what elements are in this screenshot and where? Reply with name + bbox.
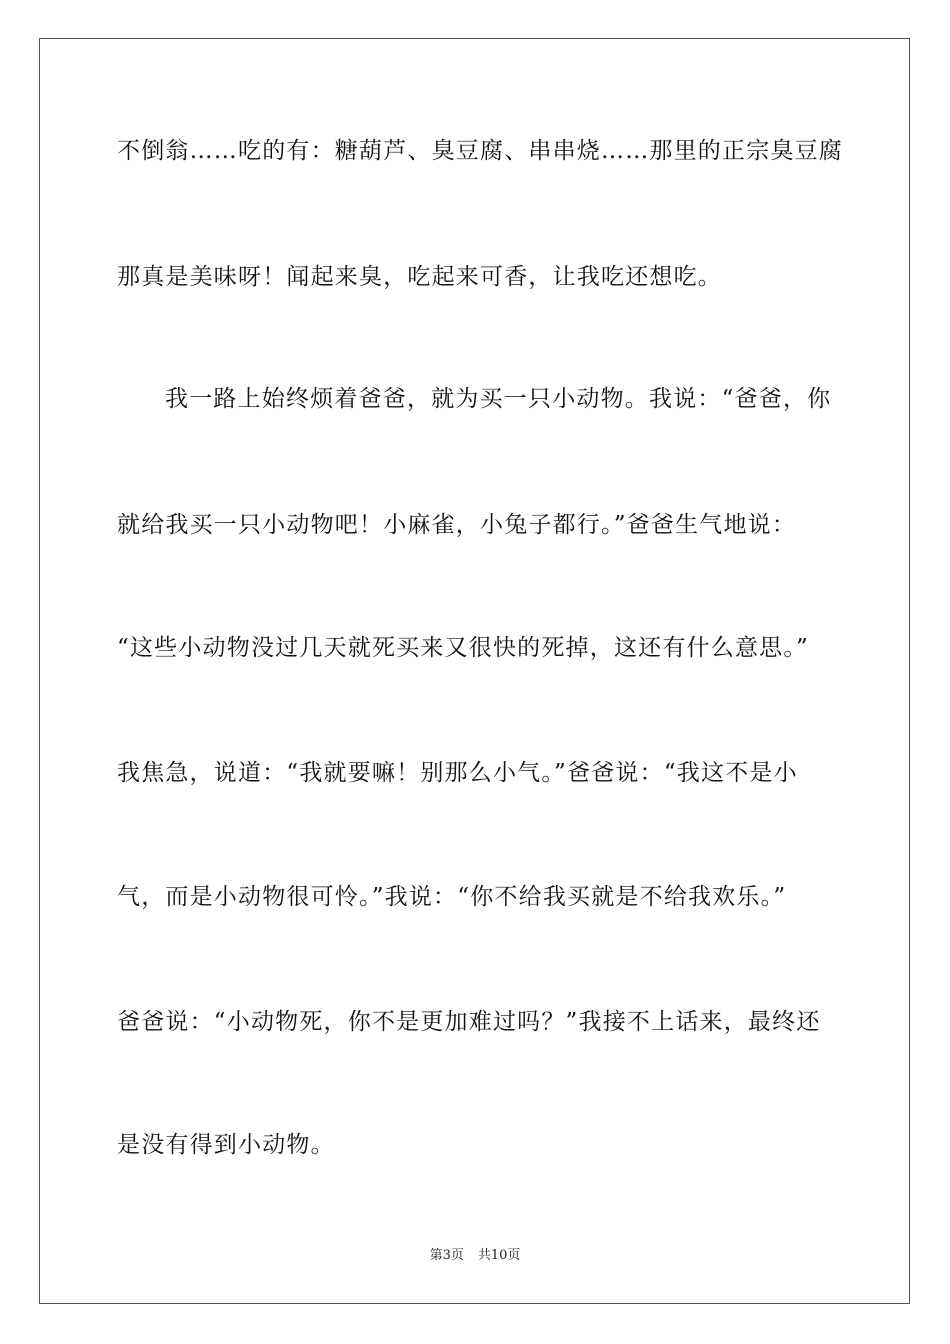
text-line-9: 是没有得到小动物。 <box>117 1132 335 1158</box>
text-line-7: 气，而是小动物很可怜。”我说：“你不给我买就是不给我欢乐。” <box>117 884 787 910</box>
text-line-6: 我焦急，说道：“我就要嘛！别那么小气。”爸爸说：“我这不是小 <box>117 760 798 786</box>
text-line-4: 就给我买一只小动物吧！小麻雀，小兔子都行。”爸爸生气地说： <box>117 512 797 538</box>
page-footer <box>0 1247 950 1265</box>
text-line-5: “这些小动物没过几天就死买来又很快的死掉，这还有什么意思。” <box>117 635 810 661</box>
text-line-8: 爸爸说：“小动物死，你不是更加难过吗？”我接不上话来，最终还 <box>117 1009 821 1035</box>
page-number: 第3页 <box>429 1248 464 1263</box>
text-line-1: 不倒翁……吃的有：糖葫芦、臭豆腐、串串烧……那里的正宗臭豆腐 <box>117 138 843 164</box>
total-pages: 共10页 <box>477 1248 521 1263</box>
page-border <box>39 38 910 1304</box>
text-line-2: 那真是美味呀！闻起来臭，吃起来可香，让我吃还想吃。 <box>117 264 722 290</box>
text-line-3-paragraph-start: 我一路上始终烦着爸爸，就为买一只小动物。我说：“爸爸，你 <box>165 386 832 412</box>
